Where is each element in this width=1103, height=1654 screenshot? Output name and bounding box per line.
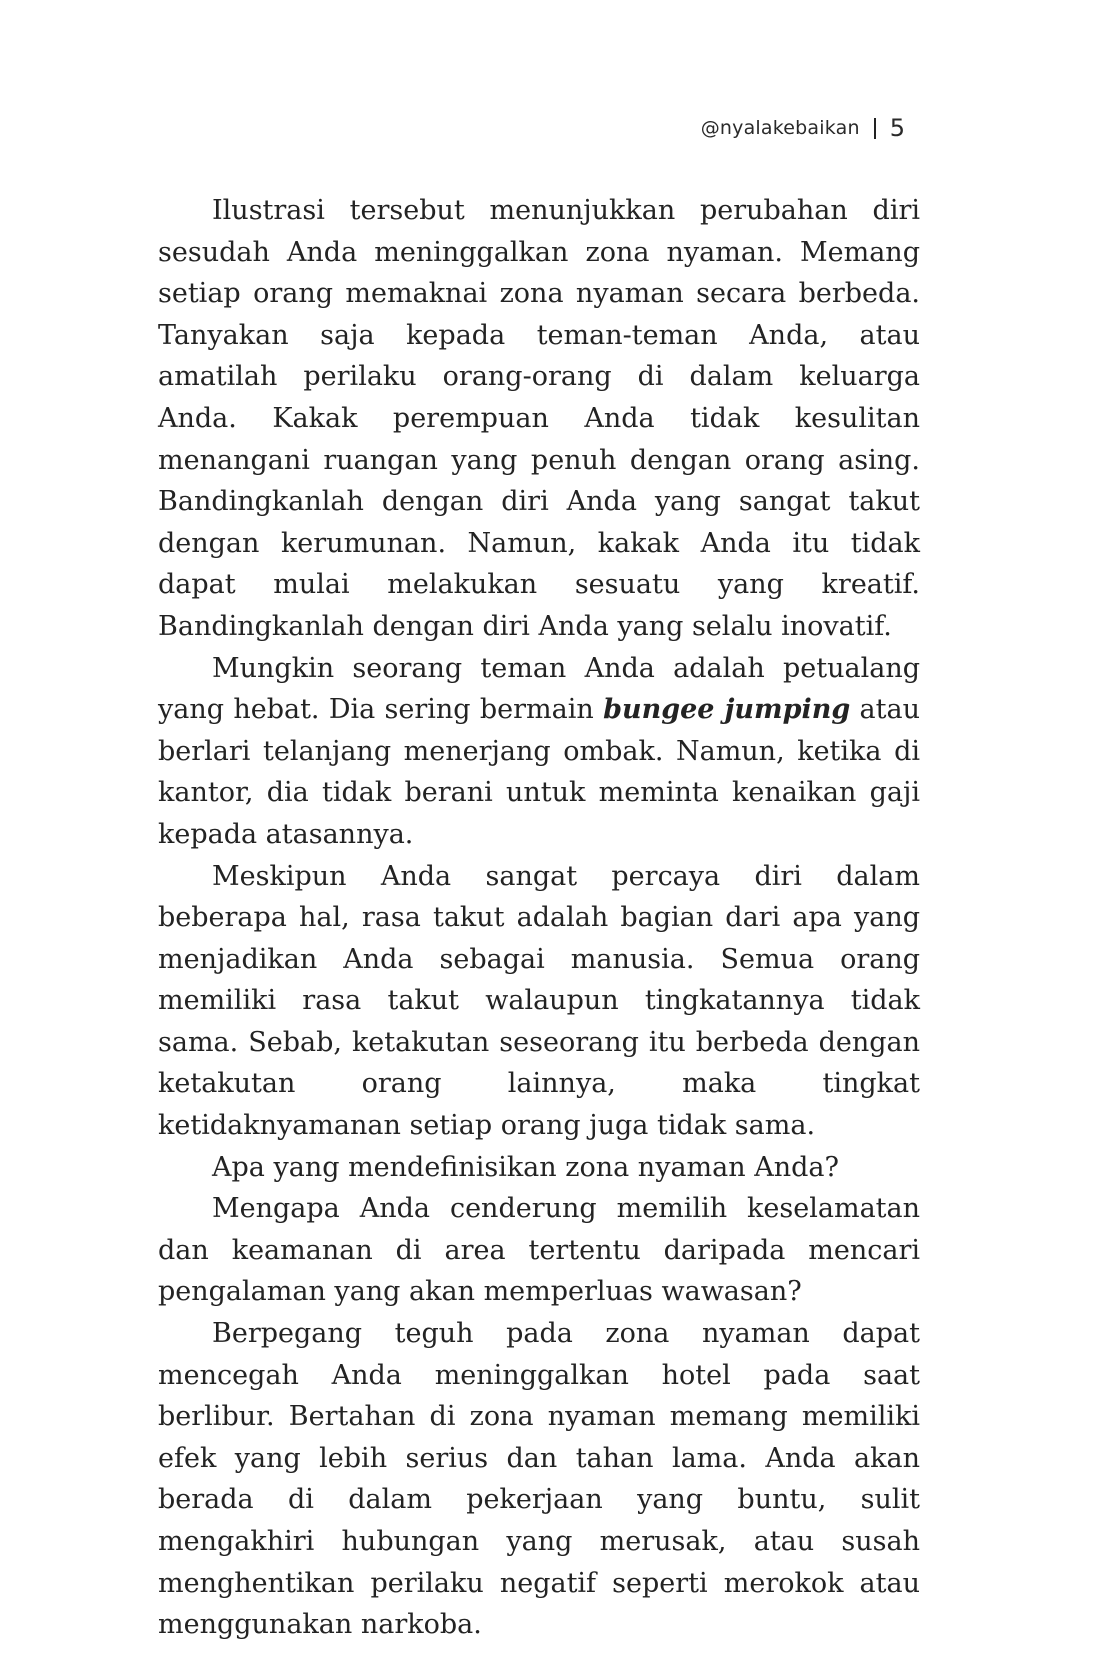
- paragraph-3: Meskipun Anda sangat percaya diri dalam beberapa hal, rasa takut adalah bagian dari apa yang menjadikan Anda sebagai manusia. Semua orang memiliki rasa takut walaupun tingkatannya tidak sama. Sebab, ketakutan seseorang itu berbeda dengan ketakutan orang lainnya, maka tingkat ketidaknyamanan setiap orang juga tidak sama.: [158, 860, 920, 1142]
- header-separator: [874, 118, 876, 139]
- running-header: [701, 114, 905, 142]
- paragraph-6: Berpegang teguh pada zona nyaman dapat mencegah Anda meninggalkan hotel pada saat berlibur. Bertahan di zona nyaman memang memiliki efek yang lebih serius dan tahan lama. Anda akan berada di dalam pekerjaan yang buntu, sulit mengakhiri hubungan yang merusak, atau susah menghentikan perilaku negatif seperti merokok atau menggunakan narkoba.: [158, 1318, 920, 1641]
- paragraph-5: Mengapa Anda cenderung memilih keselamatan dan keamanan di area tertentu daripada mencari pengalaman yang akan memperluas wawasan?: [158, 1193, 920, 1308]
- paragraph-2-emphasis: bungee jumping: [603, 694, 851, 726]
- page-number: 5: [889, 114, 905, 142]
- author-handle: @nyalakebaikan: [700, 117, 860, 139]
- paragraph-2-after: atau berlari telanjang menerjang ombak. Namun, ketika di kantor, dia tidak berani untuk meminta kenaikan gaji kepada atasannya.: [158, 694, 920, 850]
- paragraph-2: [158, 648, 920, 856]
- paragraph-2-before: Mungkin seorang teman Anda adalah petualang yang hebat. Dia sering bermain: [158, 652, 920, 726]
- paragraph-1: Ilustrasi tersebut menunjukkan perubahan diri sesudah Anda meninggalkan zona nyaman. Memang setiap orang memaknai zona nyaman secara berbeda. Tanyakan saja kepada teman-teman Anda, atau amatilah perilaku orang-orang di dalam keluarga Anda. Kakak perempuan Anda tidak kesulitan menangani ruangan yang penuh dengan orang asing. Bandingkanlah dengan diri Anda yang sangat takut dengan kerumunan. Namun, kakak Anda itu tidak dapat mulai melakukan sesuatu yang kreatif. Bandingkanlah dengan diri Anda yang selalu inovatif.: [158, 195, 920, 642]
- paragraph-4: Apa yang mendefinisikan zona nyaman Anda?: [212, 1151, 839, 1183]
- body-text: [158, 190, 920, 1646]
